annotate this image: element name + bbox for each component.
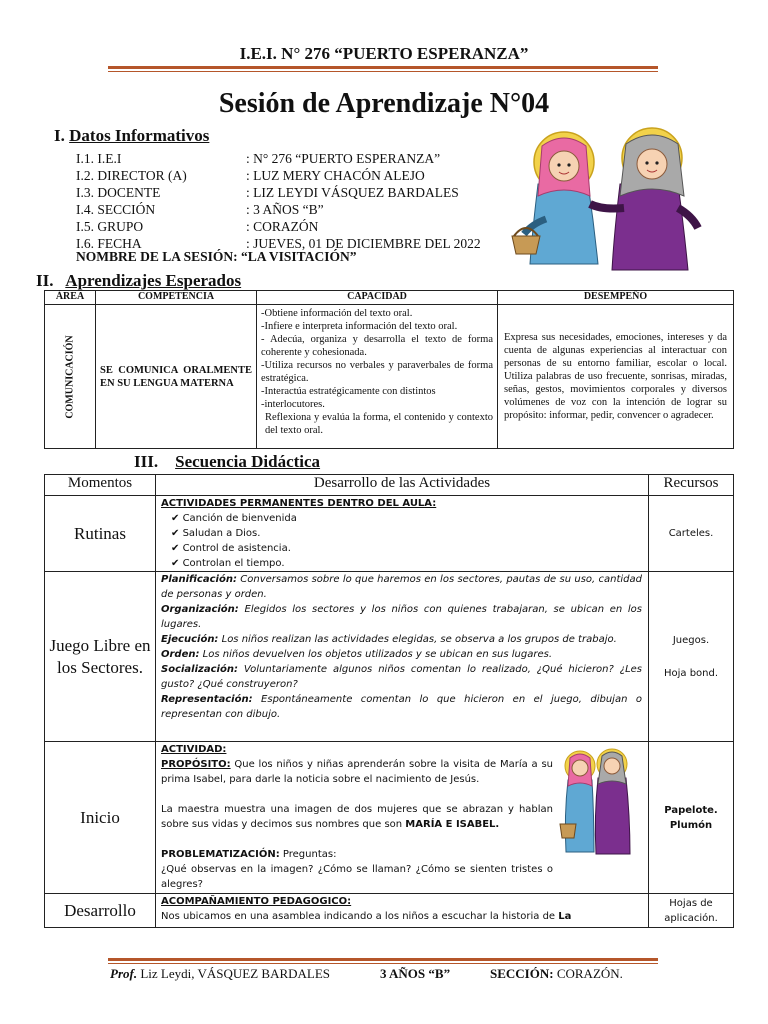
table-row — [45, 305, 734, 449]
list-item — [161, 556, 642, 571]
page-title: Sesión de Aprendizaje N°04 — [218, 88, 550, 119]
header-competencia: COMPETENCIA — [96, 291, 257, 305]
list-item-text: Control de asistencia. — [182, 543, 291, 554]
table-header-row — [45, 475, 734, 496]
section-3-label: Secuencia Didáctica — [175, 452, 321, 471]
desarrollo-bold: La — [558, 911, 572, 922]
inicio-paragraph — [161, 802, 553, 832]
problem-label: PROBLEMATIZACIÓN: — [161, 849, 280, 860]
list-item — [161, 541, 642, 556]
header-desarrollo: Desarrollo de las Actividades — [156, 475, 649, 496]
inicio-questions: ¿Qué observas en la imagen? ¿Cómo se llaman? ¿Cómo se sienten tristes o alegres? — [161, 864, 553, 890]
list-item — [161, 526, 642, 541]
section-3-number: III. — [134, 452, 159, 471]
school-header: I.E.I. N° 276 “PUERTO ESPERANZA” — [239, 44, 529, 63]
juego-step — [161, 692, 642, 722]
info-value: : LIZ LEYDI VÁSQUEZ BARDALES — [246, 185, 459, 200]
step-label: Socialización: — [161, 664, 238, 675]
info-row — [76, 201, 481, 218]
juego-resources — [649, 572, 734, 742]
step-text: Conversamos sobre lo que haremos en los sectores, pautas de su uso, cantidad de personas y orden. — [161, 574, 642, 600]
section-1-label: Datos Informativos — [69, 126, 210, 145]
inicio-problem — [161, 847, 553, 862]
step-label: Representación: — [161, 694, 253, 705]
capacidad-item: -Interactúa estratégicamente con distintos — [261, 386, 436, 397]
list-item — [161, 511, 642, 526]
check-icon: ✔ — [171, 513, 183, 524]
inicio-purpose — [161, 757, 553, 787]
paragraph-names: MARÍA E ISABEL. — [405, 819, 500, 830]
check-icon: ✔ — [171, 558, 183, 569]
capacidad-item: -interlocutores. — [261, 399, 325, 410]
section-3-heading — [134, 452, 320, 472]
info-row — [76, 184, 481, 201]
juego-step — [161, 632, 642, 647]
info-key: I.5. GRUPO — [76, 219, 144, 234]
table-row — [45, 894, 734, 928]
juego-step — [161, 572, 642, 602]
check-icon: ✔ — [171, 528, 183, 539]
area-cell — [45, 305, 96, 449]
capacidad-cell — [257, 305, 498, 449]
moment-inicio: Inicio — [45, 742, 156, 894]
footer-section-label: SECCIÓN: — [490, 966, 554, 981]
inicio-resources — [649, 742, 734, 894]
moment-juego: Juego Libre en los Sectores. — [45, 572, 156, 742]
rutinas-activities — [156, 496, 649, 572]
section-2-number: II. — [36, 271, 54, 290]
info-row — [76, 150, 481, 167]
moment-desarrollo: Desarrollo — [45, 894, 156, 928]
resource-plumon: Plumón — [669, 819, 713, 831]
capacidad-item: Reflexiona y evalúa la forma, el contenido y contexto del texto oral. — [265, 412, 493, 436]
capacidad-item: - Adecúa, organiza y desarrolla el texto de forma coherente y cohesionada. — [261, 334, 493, 358]
desarrollo-resources: Hojas de aplicación. — [649, 894, 734, 928]
header-capacidad: CAPACIDAD — [257, 291, 498, 305]
section-1-number: I. — [54, 126, 65, 145]
info-key: I.6. FECHA — [76, 236, 142, 251]
footer-teacher — [110, 966, 380, 982]
info-value: : JUEVES, 01 DE DICIEMBRE DEL 2022 — [246, 236, 481, 251]
area-label: COMUNICACIÓN — [64, 334, 76, 419]
list-item-text: Controlan el tiempo. — [182, 558, 285, 569]
info-value: : CORAZÓN — [246, 219, 319, 234]
header-rule-thin — [108, 71, 658, 72]
mary-isabel-small-illustration — [558, 746, 634, 858]
table-row — [45, 496, 734, 572]
step-label: Organización: — [161, 604, 239, 615]
step-label: Planificación: — [161, 574, 237, 585]
visitation-illustration — [502, 124, 728, 274]
capacidad-item: -Obtiene información del texto oral. — [261, 308, 413, 319]
header-rule — [108, 66, 658, 69]
section-2-heading — [36, 271, 241, 291]
juego-step — [161, 662, 642, 692]
step-text: Espontáneamente comentan lo que hicieron en el juego, dibujan o representan con dibujo. — [161, 694, 642, 720]
table-row — [45, 572, 734, 742]
header-area: ÁREA — [45, 291, 96, 305]
desarrollo-activities — [156, 894, 649, 928]
info-key: I.1. I.E.I — [76, 151, 122, 166]
info-list — [76, 150, 481, 252]
session-name: NOMBRE DE LA SESIÓN: “LA VISITACIÓN” — [76, 249, 357, 264]
footer — [110, 966, 658, 982]
footer-section — [490, 966, 623, 982]
sequence-table — [44, 474, 734, 928]
info-value: : LUZ MERY CHACÓN ALEJO — [246, 168, 425, 183]
step-text: Voluntariamente algunos niños comentan lo realizado, ¿Qué hicieron? ¿Les gusto? ¿Qué construyeron? — [161, 664, 642, 690]
competencia-cell: SE COMUNICA ORALMENTE EN SU LENGUA MATERNA — [96, 305, 257, 449]
step-text: Los niños devuelven los objetos utilizados y se ubican en sus lugares. — [199, 649, 553, 660]
info-value: : 3 AÑOS “B” — [246, 202, 324, 217]
juego-activities — [156, 572, 649, 742]
section-2-label: Aprendizajes Esperados — [65, 271, 242, 290]
footer-section-value: CORAZÓN. — [553, 966, 623, 981]
learning-table — [44, 290, 734, 449]
footer-rule — [108, 958, 658, 961]
desempeno-cell: Expresa sus necesidades, emociones, intereses y da cuenta de algunas experiencias al interactuar con personas de su entorno familiar, escolar o local. Utiliza palabras de uso frecuente, sonrisas, miradas, señas, gestos, movimientos corporales y diversos volúmenes de voz con la intención de lograr su propósito: informar, pedir, convencer o agradecer. — [498, 305, 734, 449]
info-key: I.2. DIRECTOR (A) — [76, 168, 187, 183]
capacidad-item: -Utiliza recursos no verbales y paraverbales de forma estratégica. — [261, 360, 493, 384]
info-value: : N° 276 “PUERTO ESPERANZA” — [246, 151, 441, 166]
step-text: Elegidos los sectores y los niños con quienes trabajaran, se ubican en los lugares. — [161, 604, 642, 630]
step-label: Orden: — [161, 649, 200, 660]
juego-step — [161, 602, 642, 632]
footer-grade: 3 AÑOS “B” — [380, 966, 451, 981]
header-desempeno: DESEMPEÑO — [498, 291, 734, 305]
resource-hoja-bond: Hoja bond. — [663, 667, 719, 679]
info-row — [76, 218, 481, 235]
inicio-activities — [156, 742, 649, 894]
header-momentos: Momentos — [45, 475, 156, 496]
paragraph-text: La maestra muestra una imagen de dos mujeres que se abrazan y hablan sobre sus vidas y decimos sus nombres que son — [161, 804, 553, 830]
capacidad-item: -Infiere e interpreta información del texto oral. — [261, 321, 458, 332]
inicio-activity-label: ACTIVIDAD: — [161, 744, 227, 755]
info-key: I.4. SECCIÓN — [76, 202, 156, 217]
info-row — [76, 167, 481, 184]
purpose-text: Que los niños y niñas aprenderán sobre la visita de María a su prima Isabel, para darle la noticia sobre el nacimiento de Jesús. — [161, 759, 553, 785]
problem-text: Preguntas: — [279, 849, 337, 860]
rutinas-resources: Carteles. — [649, 496, 734, 572]
resource-papelote: Papelote. — [664, 804, 718, 816]
table-header-row — [45, 291, 734, 305]
list-item-text: Canción de bienvenida — [182, 513, 297, 524]
step-label: Ejecución: — [161, 634, 219, 645]
check-icon: ✔ — [171, 543, 183, 554]
footer-prof-name: Liz Leydi, VÁSQUEZ BARDALES — [137, 966, 331, 981]
header-recursos: Recursos — [649, 475, 734, 496]
desarrollo-heading: ACOMPAÑAMIENTO PEDAGOGICO: — [161, 896, 352, 907]
resource-juegos: Juegos. — [672, 634, 710, 646]
rutinas-heading: ACTIVIDADES PERMANENTES DENTRO DEL AULA: — [161, 498, 437, 509]
step-text: Los niños realizan las actividades elegidas, se observa a los grupos de trabajo. — [218, 634, 617, 645]
footer-rule-thin — [108, 963, 658, 964]
section-1-heading — [54, 126, 209, 146]
inicio-text-block — [161, 742, 553, 892]
desarrollo-paragraph: Nos ubicamos en una asamblea indicando a los niños a escuchar la historia de — [161, 911, 559, 922]
footer-prof-label: Prof. — [110, 966, 138, 981]
list-item-text: Saludan a Dios. — [182, 528, 261, 539]
info-key: I.3. DOCENTE — [76, 185, 161, 200]
table-row — [45, 742, 734, 894]
moment-rutinas: Rutinas — [45, 496, 156, 572]
desarrollo-text — [161, 909, 642, 924]
juego-step — [161, 647, 642, 662]
purpose-label: PROPÓSITO: — [161, 759, 231, 770]
